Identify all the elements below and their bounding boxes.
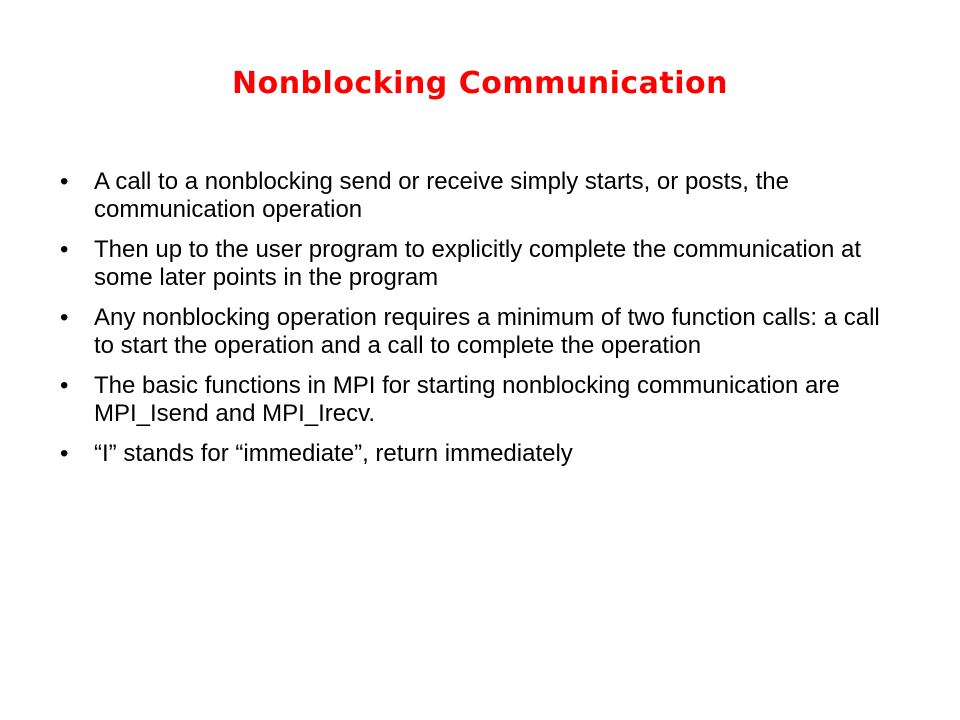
bullet-text: Then up to the user program to explicitly complete the communication at some later points in the program (94, 236, 862, 291)
bullet-marker: • (60, 304, 69, 331)
bullet-marker: • (60, 168, 69, 195)
bullet-item (60, 168, 880, 224)
bullet-marker: • (60, 236, 69, 263)
bullet-marker: • (60, 440, 69, 467)
bullet-list (60, 168, 880, 480)
bullet-text: Any nonblocking operation requires a minimum of two function calls: a call to start the operation and a call to complete the operation (94, 304, 880, 359)
bullet-item (60, 440, 880, 468)
bullet-marker: • (60, 372, 69, 399)
bullet-text: A call to a nonblocking send or receive simply starts, or posts, the communication operation (94, 168, 790, 223)
bullet-item (60, 372, 880, 428)
slide-title: Nonblocking Communication (231, 66, 728, 101)
bullet-item (60, 236, 880, 292)
bullet-text: “I” stands for “immediate”, return immediately (94, 440, 573, 467)
bullet-item (60, 304, 880, 360)
bullet-text: The basic functions in MPI for starting nonblocking communication are MPI_Isend and MPI_Irecv. (94, 372, 840, 427)
